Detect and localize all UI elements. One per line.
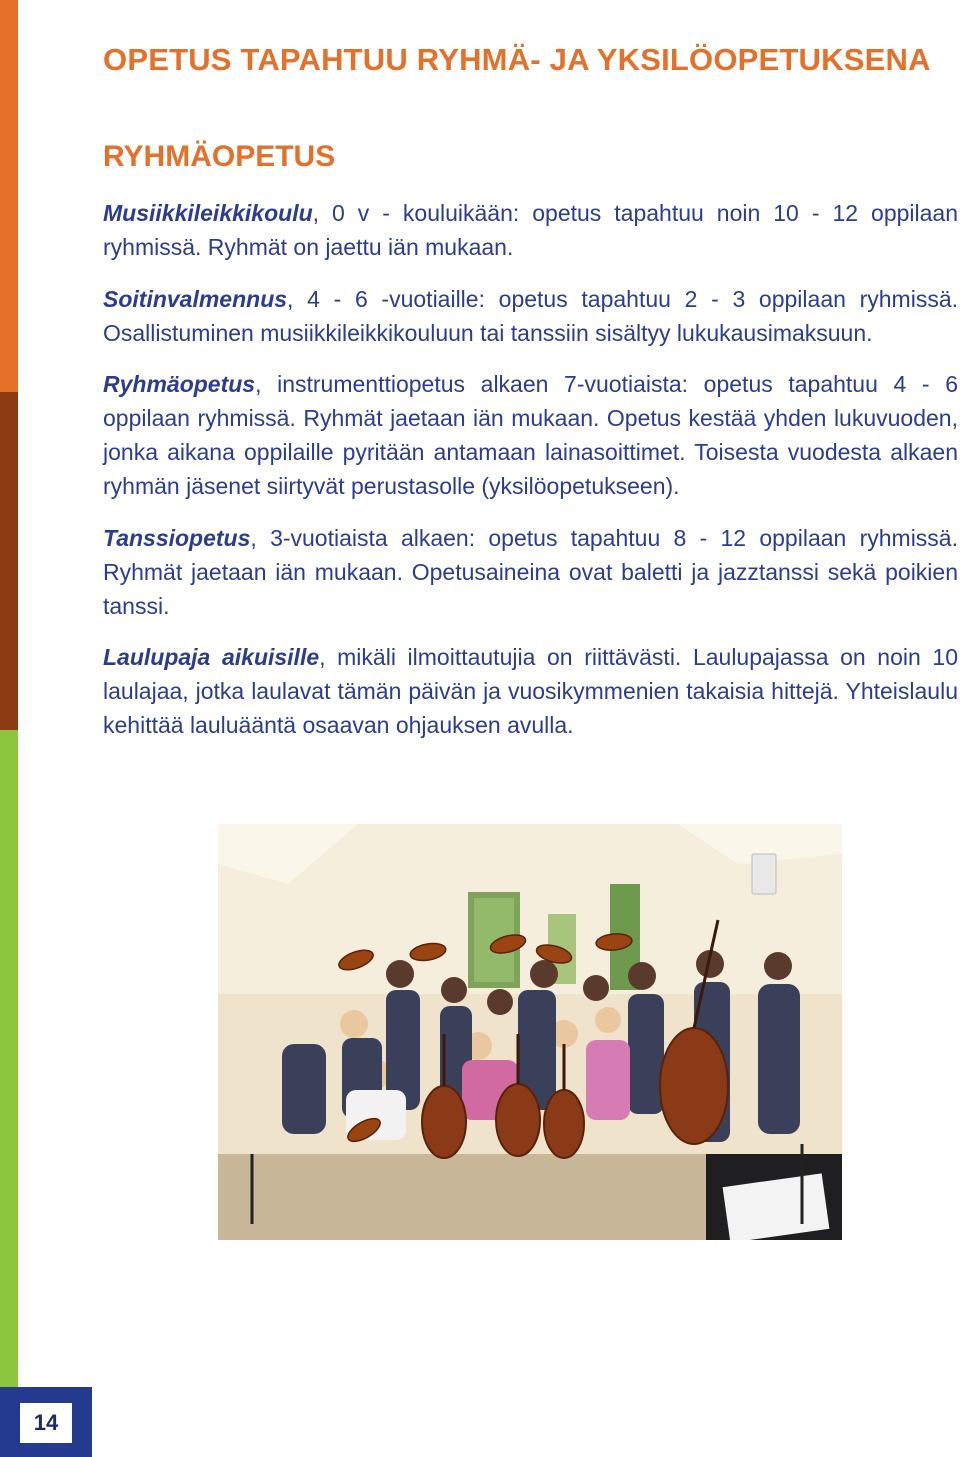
paragraph-text: , 3-vuotiaista alkaen: opetus tapahtuu 8 - 12 oppilaan ryhmissä. Ryhmät jaetaan iän mukaan. Opetusaineina ovat baletti ja jazztanssi sekä poikien tanssi.: [103, 525, 958, 619]
section-title: RYHMÄOPETUS: [103, 140, 336, 173]
term: Ryhmäopetus: [103, 371, 256, 397]
page-title: OPETUS TAPAHTUU RYHMÄ- JA YKSILÖOPETUKSENA: [103, 42, 931, 77]
term: Tanssiopetus: [103, 525, 251, 551]
paragraph-text: , mikäli ilmoittautujia on riittävästi. Laulupajassa on noin 10 laulajaa, jotka laulavat tämän päivän ja vuosikymmenien takaisia hittejä. Yhteislaulu kehittää lauluääntä osaavan ohjauksen avulla.: [103, 644, 958, 738]
paragraph-soitinvalmennus: [103, 282, 958, 350]
page-number: 14: [20, 1403, 72, 1443]
term: Soitinvalmennus: [103, 286, 288, 312]
paragraph-laulupaja: [103, 640, 958, 742]
side-stripe-green: [0, 730, 18, 1387]
paragraph-text: , 0 v - kouluikään: opetus tapahtuu noin 10 - 12 oppilaan ryhmissä. Ryhmät on jaettu iän mukaan.: [103, 200, 958, 260]
side-stripe-brown: [0, 392, 18, 730]
paragraph-text: , instrumenttiopetus alkaen 7-vuotiaista: opetus tapahtuu 4 - 6 oppilaan ryhmissä. Ryhmät jaetaan iän mukaan. Opetus kestää yhden lukuvuoden, jonka aikana oppilaille pyritään antamaan lainasoittimet. Toisesta vuodesta alkaen ryhmän jäsenet siirtyvät perustasolle (yksilöopetukseen).: [103, 371, 958, 499]
paragraph-tanssiopetus: [103, 521, 958, 623]
paragraph-musiikkileikkikoulu: [103, 196, 958, 264]
term: Laulupaja aikuisille: [103, 644, 320, 670]
page-number-box: [0, 1387, 92, 1457]
photo-illustration: [218, 824, 842, 1240]
paragraph-ryhmaopetus: [103, 367, 958, 503]
paragraph-text: , 4 - 6 -vuotiaille: opetus tapahtuu 2 - 3 oppilaan ryhmissä. Osallistuminen musiikkileikkikouluun tai tanssiin sisältyy lukukausimaksuun.: [103, 286, 958, 346]
group-photo-string-orchestra: [218, 824, 842, 1240]
side-stripe-orange: [0, 0, 18, 392]
term: Musiikkileikkikoulu: [103, 200, 313, 226]
